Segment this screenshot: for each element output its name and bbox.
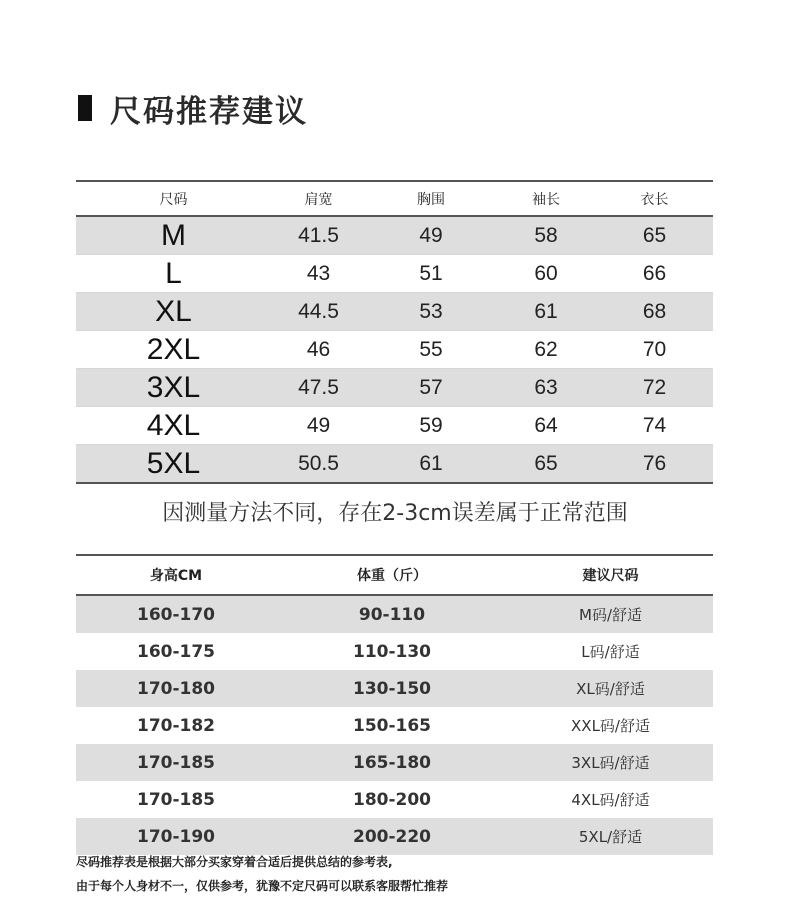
cell-recommended-size: 3XL码/舒适 bbox=[571, 754, 650, 772]
cell-length: 74 bbox=[642, 413, 667, 437]
cell-height: 160-170 bbox=[136, 604, 216, 625]
cell-size: L bbox=[165, 256, 182, 290]
cell-sleeve: 64 bbox=[534, 413, 558, 437]
cell-size: XL bbox=[155, 294, 192, 328]
cell-height: 170-185 bbox=[136, 752, 216, 773]
table-row bbox=[76, 331, 713, 369]
page-title: 尺码推荐建议 bbox=[110, 93, 308, 130]
cell-shoulder: 49 bbox=[306, 413, 331, 437]
table-row bbox=[76, 781, 713, 818]
table-row bbox=[76, 596, 713, 633]
cell-length: 76 bbox=[642, 451, 667, 475]
header-weight: 体重（斤） bbox=[357, 568, 427, 584]
cell-sleeve: 62 bbox=[534, 337, 558, 361]
cell-recommended-size: XXL码/舒适 bbox=[571, 717, 650, 735]
cell-shoulder: 47.5 bbox=[298, 375, 339, 399]
cell-shoulder: 46 bbox=[306, 337, 331, 361]
footer-line-1: 尽码推荐表是根据大部分买家穿着合适后提供总结的参考表, bbox=[76, 855, 393, 869]
cell-chest: 53 bbox=[419, 299, 443, 323]
cell-recommended-size: 5XL/舒适 bbox=[578, 828, 643, 846]
recommendation-header-row bbox=[76, 556, 713, 596]
table-row bbox=[76, 670, 713, 707]
cell-size: M bbox=[161, 218, 186, 252]
cell-sleeve: 65 bbox=[534, 451, 558, 475]
header-height: 身高CM bbox=[149, 568, 203, 584]
cell-chest: 51 bbox=[419, 261, 443, 285]
table-row bbox=[76, 255, 713, 293]
cell-weight: 180-200 bbox=[352, 789, 432, 810]
recommendation-table bbox=[76, 554, 713, 855]
cell-height: 170-180 bbox=[136, 678, 216, 699]
header-shoulder: 肩宽 bbox=[304, 191, 333, 208]
cell-length: 72 bbox=[642, 375, 667, 399]
cell-recommended-size: 4XL码/舒适 bbox=[571, 791, 650, 809]
cell-size: 2XL bbox=[146, 332, 201, 366]
cell-chest: 55 bbox=[419, 337, 443, 361]
table-row bbox=[76, 445, 713, 484]
cell-length: 66 bbox=[642, 261, 667, 285]
cell-height: 170-182 bbox=[136, 715, 216, 736]
cell-weight: 110-130 bbox=[352, 641, 432, 662]
size-chart-table bbox=[76, 180, 713, 484]
cell-size: 4XL bbox=[146, 408, 201, 442]
cell-chest: 49 bbox=[419, 223, 443, 247]
header-sleeve: 袖长 bbox=[532, 191, 560, 208]
cell-height: 170-185 bbox=[136, 789, 216, 810]
cell-sleeve: 60 bbox=[534, 261, 558, 285]
cell-weight: 90-110 bbox=[358, 604, 426, 625]
cell-shoulder: 43 bbox=[306, 261, 331, 285]
footer-note bbox=[76, 850, 448, 898]
cell-weight: 200-220 bbox=[352, 826, 432, 847]
cell-shoulder: 41.5 bbox=[298, 223, 339, 247]
cell-height: 170-190 bbox=[136, 826, 216, 847]
cell-sleeve: 58 bbox=[534, 223, 558, 247]
cell-size: 5XL bbox=[146, 446, 201, 480]
cell-sleeve: 61 bbox=[534, 299, 558, 323]
cell-weight: 165-180 bbox=[352, 752, 432, 773]
cell-sleeve: 63 bbox=[534, 375, 558, 399]
table-row bbox=[76, 707, 713, 744]
header-chest: 胸围 bbox=[417, 191, 445, 208]
page-title-block bbox=[78, 88, 308, 128]
cell-recommended-size: L码/舒适 bbox=[581, 643, 640, 661]
table-row bbox=[76, 633, 713, 670]
table-row bbox=[76, 744, 713, 781]
cell-chest: 59 bbox=[419, 413, 443, 437]
header-size: 尺码 bbox=[159, 191, 188, 208]
cell-weight: 130-150 bbox=[352, 678, 432, 699]
cell-shoulder: 50.5 bbox=[298, 451, 339, 475]
cell-recommended-size: XL码/舒适 bbox=[576, 680, 645, 698]
size-chart-header-row bbox=[76, 182, 713, 217]
title-marker-bar bbox=[78, 95, 92, 121]
table-row bbox=[76, 217, 713, 255]
cell-length: 68 bbox=[642, 299, 667, 323]
table-row bbox=[76, 407, 713, 445]
cell-chest: 61 bbox=[419, 451, 443, 475]
table-row bbox=[76, 293, 713, 331]
cell-length: 70 bbox=[642, 337, 667, 361]
cell-shoulder: 44.5 bbox=[298, 299, 339, 323]
table-row bbox=[76, 369, 713, 407]
cell-weight: 150-165 bbox=[352, 715, 432, 736]
cell-chest: 57 bbox=[419, 375, 443, 399]
cell-height: 160-175 bbox=[136, 641, 216, 662]
cell-size: 3XL bbox=[146, 370, 201, 404]
measurement-note: 因测量方法不同，存在2-3cm误差属于正常范围 bbox=[162, 501, 628, 526]
header-recommended-size: 建议尺码 bbox=[582, 568, 639, 584]
header-length: 衣长 bbox=[640, 191, 669, 208]
cell-recommended-size: M码/舒适 bbox=[579, 606, 642, 624]
cell-length: 65 bbox=[642, 223, 667, 247]
footer-line-2: 由于每个人身材不一，仅供参考，犹豫不定尺码可以联系客服帮忙推荐 bbox=[76, 879, 449, 893]
